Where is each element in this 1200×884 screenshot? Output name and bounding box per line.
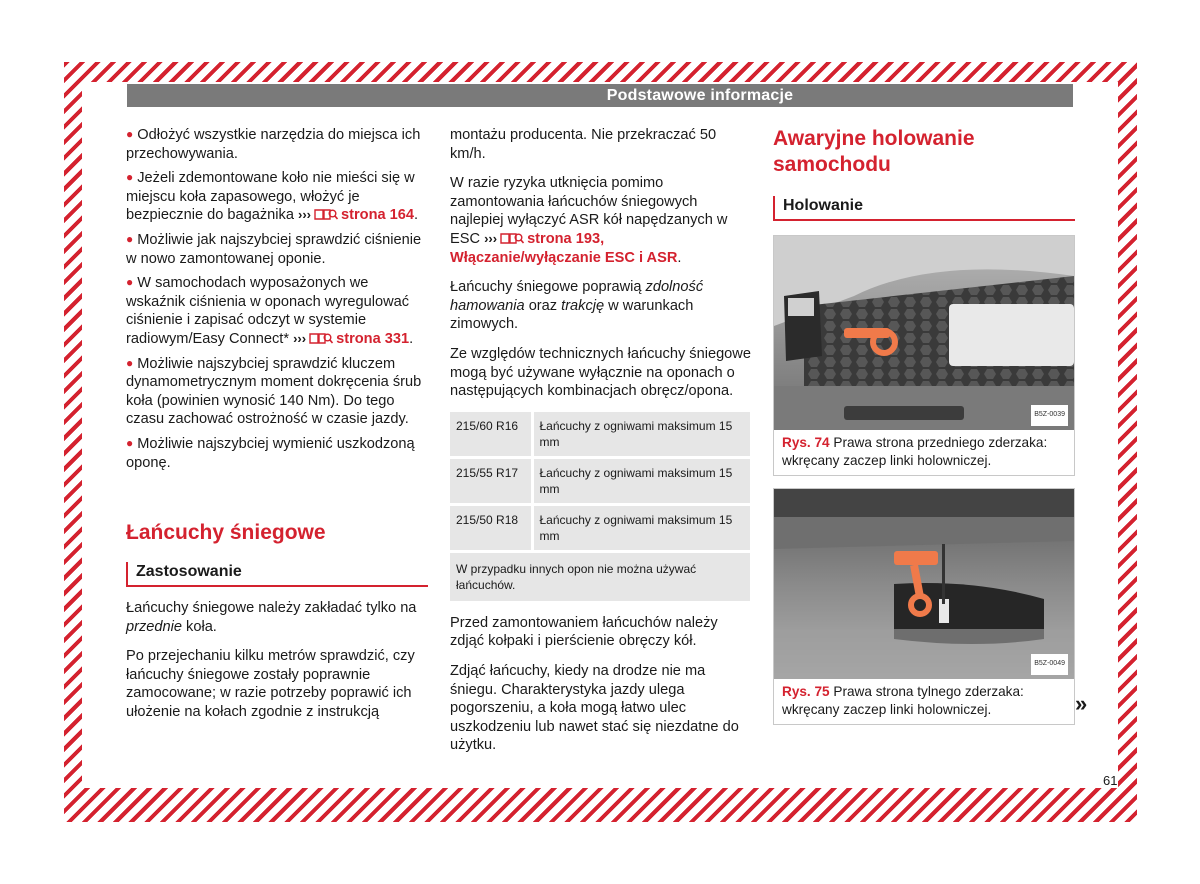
figure-caption: Rys. 74 Prawa strona przedniego zderzaka: wkręcany zaczep linki holowniczej.: [782, 435, 1048, 468]
page-number: 61: [1103, 773, 1118, 788]
bullet-dot: ●: [126, 275, 134, 290]
column-middle: [450, 126, 752, 766]
tyre-size-cell: 215/50 R18: [450, 504, 532, 551]
bullet-item: ● Możliwie jak najszybciej sprawdzić ciśnienie w nowo zamontowanej oponie.: [126, 231, 422, 267]
column-left: [126, 126, 428, 733]
bullet-item: ● Jeżeli zdemontowane koło nie mieści się w miejscu koła zapasowego, włożyć je bezpiecznie do bagażnika ››› strona 164.: [126, 170, 419, 224]
table-row: [450, 457, 750, 504]
paragraph: Łańcuchy śniegowe poprawią zdolność hamowania oraz trakcję w warunkach zimowych.: [450, 279, 704, 333]
bullet-dot: ●: [126, 355, 134, 370]
cross-reference-arrows: ›››: [298, 207, 312, 223]
cross-reference-arrows: ›››: [293, 330, 307, 346]
table-row: [450, 412, 750, 458]
book-link-icon: [499, 231, 525, 245]
bullet-item: ● Możliwie najszybciej sprawdzić kluczem dynamometrycznym moment dokręcenia śrub koła (powinien wynosić 140 Nm). Do tego czasu zachować ostrożność w czasie jazdy.: [126, 355, 422, 428]
table-row: [450, 504, 750, 551]
paragraph: montażu producenta. Nie przekraczać 50 km/h.: [450, 127, 717, 162]
column-right: [773, 126, 1075, 725]
paragraph: Łańcuchy śniegowe należy zakładać tylko na przednie koła.: [126, 600, 417, 635]
bullet-dot: ●: [126, 127, 134, 141]
bullet-dot: ●: [126, 231, 134, 246]
bullet-item: ● Odłożyć wszystkie narzędzia do miejsca ich przechowywania.: [126, 127, 421, 162]
subsection-title-towing: Holowanie: [773, 196, 1075, 221]
book-link-icon: [313, 207, 339, 221]
figure-code: B5Z-0039: [1031, 405, 1068, 426]
paragraph: Zdjąć łańcuchy, kiedy na drodze nie ma śniegu. Charakterystyka jazdy ulega pogorszeniu, a koła mogą łatwo ulec uszkodzeniu lub nawet stać się niezdatne do użytku.: [450, 662, 739, 754]
paragraph: Po przejechaniu kilku metrów sprawdzić, czy łańcuchy śniegowe zostały poprawnie zamocowane; w razie potrzeby poprawić ich ułożenie na kołach zgodnie z instrukcją: [126, 648, 415, 721]
tyre-size-cell: 215/60 R16: [450, 412, 532, 458]
paragraph: Przed zamontowaniem łańcuchów należy zdjąć kołpaki i pierścienie obręczy kół.: [450, 614, 718, 650]
bullet-item: ● Możliwie najszybciej wymienić uszkodzoną oponę.: [126, 435, 415, 471]
continue-mark: »: [1075, 691, 1088, 716]
bullet-dot: ●: [126, 170, 134, 185]
section-title-towing: Awaryjne holowanie samochodu: [773, 127, 975, 176]
paragraph: Ze względów technicznych łańcuchy śniegowe mogą być używane wyłącznie na oponach o następujących kombinacjach obręcz/opona.: [450, 345, 751, 400]
front-bumper-image: [774, 236, 1074, 430]
table-note: W przypadku innych opon nie można używać łańcuchów.: [450, 551, 750, 602]
chain-spec-cell: Łańcuchy z ogniwami maksimum 15 mm: [532, 504, 750, 551]
figure-caption: Rys. 75 Prawa strona tylnego zderzaka: wkręcany zaczep linki holowniczej.: [782, 684, 1024, 717]
bullet-item: ● W samochodach wyposażonych we wskaźnik ciśnienia w oponach wyregulować ciśnienie i zapisać odczyt w systemie radiowym/Easy Connect* ››› strona 331.: [126, 275, 414, 347]
paragraph: W razie ryzyka utknięcia pomimo zamontowania łańcuchów śniegowych najlepiej wyłączyć ASR kół napędzanych w ESC ››› strona 193, Włączanie/wyłączanie ESC i ASR.: [450, 175, 728, 266]
rear-bumper-image: [774, 489, 1074, 679]
book-link-icon: [308, 331, 334, 345]
tyre-combination-table: [450, 412, 750, 604]
chain-spec-cell: Łańcuchy z ogniwami maksimum 15 mm: [532, 412, 750, 458]
page-header: Podstawowe informacje: [127, 84, 1073, 107]
cross-reference-arrows: ›››: [484, 230, 498, 246]
cross-reference-link[interactable]: strona 193, Włączanie/wyłączanie ESC i ASR: [450, 230, 678, 266]
cross-reference-link[interactable]: strona 164: [341, 207, 415, 224]
chain-spec-cell: Łańcuchy z ogniwami maksimum 15 mm: [532, 457, 750, 504]
bullet-dot: ●: [126, 435, 134, 450]
subsection-title-usage: Zastosowanie: [126, 562, 428, 587]
figure-75: [773, 488, 1075, 725]
tyre-size-cell: 215/55 R17: [450, 457, 532, 504]
cross-reference-link[interactable]: strona 331: [336, 330, 410, 347]
figure-74: [773, 235, 1075, 476]
section-title-snow-chains: Łańcuchy śniegowe: [126, 521, 326, 545]
figure-code: B5Z-0049: [1031, 654, 1068, 675]
bullet-list: [126, 126, 428, 472]
